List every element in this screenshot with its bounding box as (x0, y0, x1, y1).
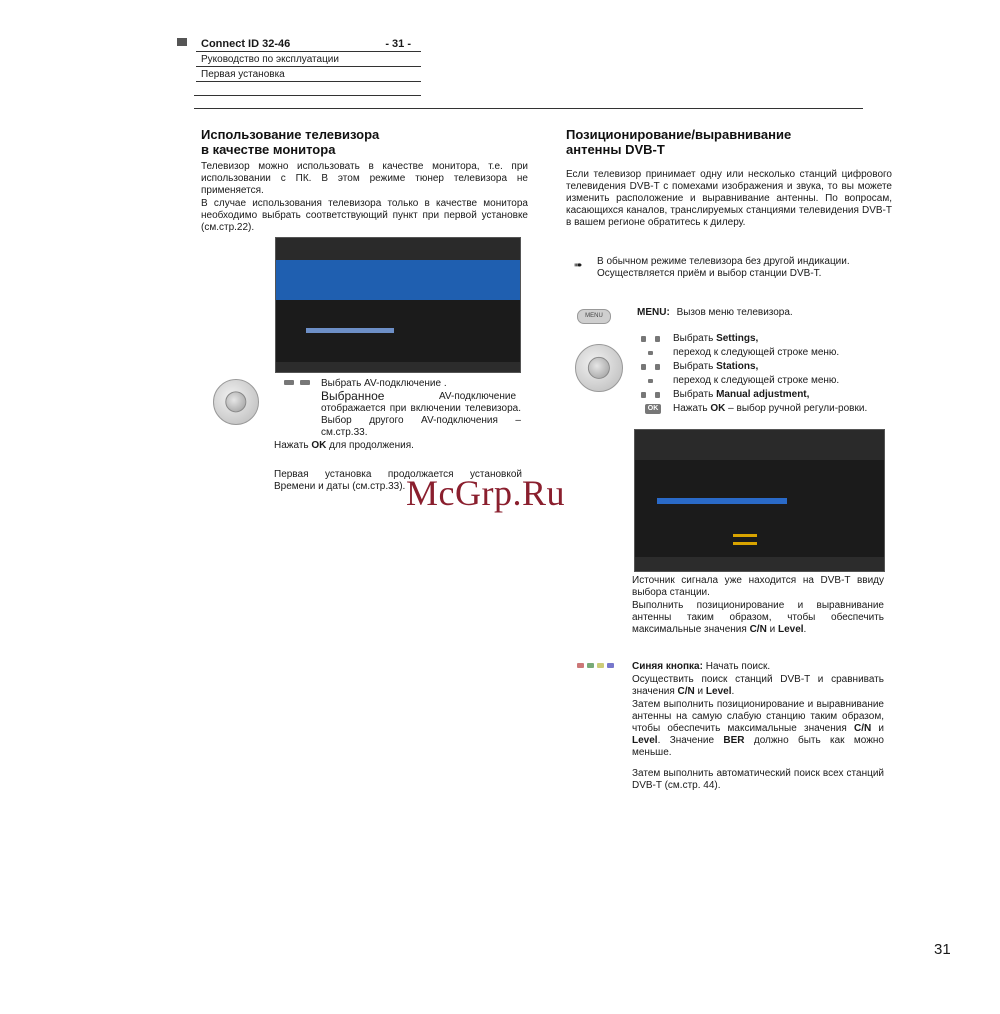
menu-label: MENU: (637, 307, 670, 318)
header-page-ref: - 31 - (385, 38, 411, 50)
header-divider-short (194, 95, 421, 96)
right-b2: Затем выполнить позиционирование и выравнивание антенны на самую слабую станцию таким образом, чтобы обеспечить максимальные значения C/N и Level. Значение BER должно быть как можно меньше. (632, 699, 884, 758)
remote-dpad-icon-right (575, 344, 623, 392)
left-ok-prefix: Нажать (274, 440, 312, 451)
header-row-section (196, 68, 421, 82)
watermark: McGrp.Ru (406, 473, 565, 513)
header-row-manual (196, 53, 421, 67)
menu-text: Вызов меню телевизора. (676, 307, 793, 318)
right-title-line1: Позиционирование/выравнивание (566, 127, 792, 142)
screen2-footer (635, 557, 884, 571)
screen2-level-bar1 (733, 534, 757, 537)
right-src1: Источник сигнала уже находится на DVB-T ввиду выбора станции. (632, 575, 884, 598)
left-ok-line (274, 440, 524, 452)
menu-line (637, 307, 887, 319)
menu-button-icon: MENU (577, 309, 611, 324)
step-ok: Нажать OK – выбор ручной регули-ровки. (673, 403, 868, 414)
nav-keys-icons (641, 333, 665, 413)
header-divider-long (194, 108, 863, 109)
left-title-line2: в качестве монитора (201, 142, 336, 157)
tv-screen-first-install (275, 237, 521, 373)
arrow-keys-icon (284, 380, 312, 386)
step-stations-next: переход к следующей строке меню. (673, 375, 840, 386)
remote-dpad-icon (213, 379, 259, 425)
right-title-line2: антенны DVB-T (566, 142, 665, 157)
screen2-level-bar2 (733, 542, 757, 545)
step-settings: Выбрать Settings, (673, 333, 759, 344)
right-src2: Выполнить позиционирование и выравнивание антенны таким образом, чтобы обеспечить максимальные значения C/N и Level. (632, 600, 884, 635)
page-number: 31 (934, 941, 951, 958)
right-title (566, 127, 886, 157)
screen-header-bar (276, 238, 520, 260)
left-step2 (321, 389, 521, 438)
header-model: Connect ID 32-46 (201, 38, 291, 50)
left-para2: В случае использования телевизора только в качестве монитора необходимо выбрать соответствующий пункт при первой установке (см.стр.22). (201, 198, 528, 233)
header-manual: Руководство по эксплуатации (201, 54, 339, 65)
screen-blue-panel (276, 260, 520, 300)
screen-footer-bar (276, 362, 520, 372)
left-step2-body: AV-подключение отображается при включении телевизора. Выбор другого AV-подключения – см.стр.33. (321, 391, 521, 438)
screen-selected-row (306, 328, 394, 333)
header-row-model (196, 38, 421, 52)
ok-key-icon: OK (645, 404, 661, 414)
left-final: Первая установка продолжается установкой Времени и даты (см.стр.33). (274, 469, 522, 492)
screen2-selected-row (657, 498, 787, 504)
header-icon (177, 38, 187, 46)
screen2-header (635, 430, 884, 460)
left-title-line1: Использование телевизора (201, 127, 380, 142)
left-ok-bold: OK (311, 440, 327, 451)
right-final: Затем выполнить автоматический поиск всех станций DVB-T (см.стр. 44). (632, 768, 884, 791)
left-step2-lead: Выбранное (321, 389, 385, 403)
blue-button-line: Синяя кнопка: Начать поиск. (632, 661, 771, 672)
left-step1: Выбрать AV-подключение . (321, 378, 447, 389)
step-stations: Выбрать Stations, (673, 361, 759, 372)
step-manual: Выбрать Manual adjustment, (673, 389, 810, 400)
tv-screen-manual-adjustment (634, 429, 885, 572)
left-ok-suffix: для продолжения. (326, 440, 414, 451)
right-note: В обычном режиме телевизора без другой индикации. Осуществляется приём и выбор станции DVB-T. (597, 256, 850, 279)
color-buttons-icon (577, 662, 625, 670)
right-para1: Если телевизор принимает одну или несколько станций цифрового телевидения DVB-T с помехами изображения и звука, то вы можете изменить расположение и выравнивание антенны. По вопросам, касающихся каналов, транслируемых станциями телевидения DVB-T в вашем регионе обратитесь к дилеру. (566, 169, 892, 228)
right-steps (673, 333, 888, 415)
step-settings-next: переход к следующей строке меню. (673, 347, 840, 358)
left-title (201, 127, 521, 157)
right-b1: Осуществить поиск станций DVB-T и сравнивать значения C/N и Level. (632, 674, 884, 697)
header-section: Первая установка (201, 69, 285, 80)
left-para1: Телевизор можно использовать в качестве монитора, т.е. при использовании с ПК. В этом режиме тюнер телевизора не применяется. (201, 161, 528, 196)
note-arrow-icon: ➠ (574, 260, 583, 271)
